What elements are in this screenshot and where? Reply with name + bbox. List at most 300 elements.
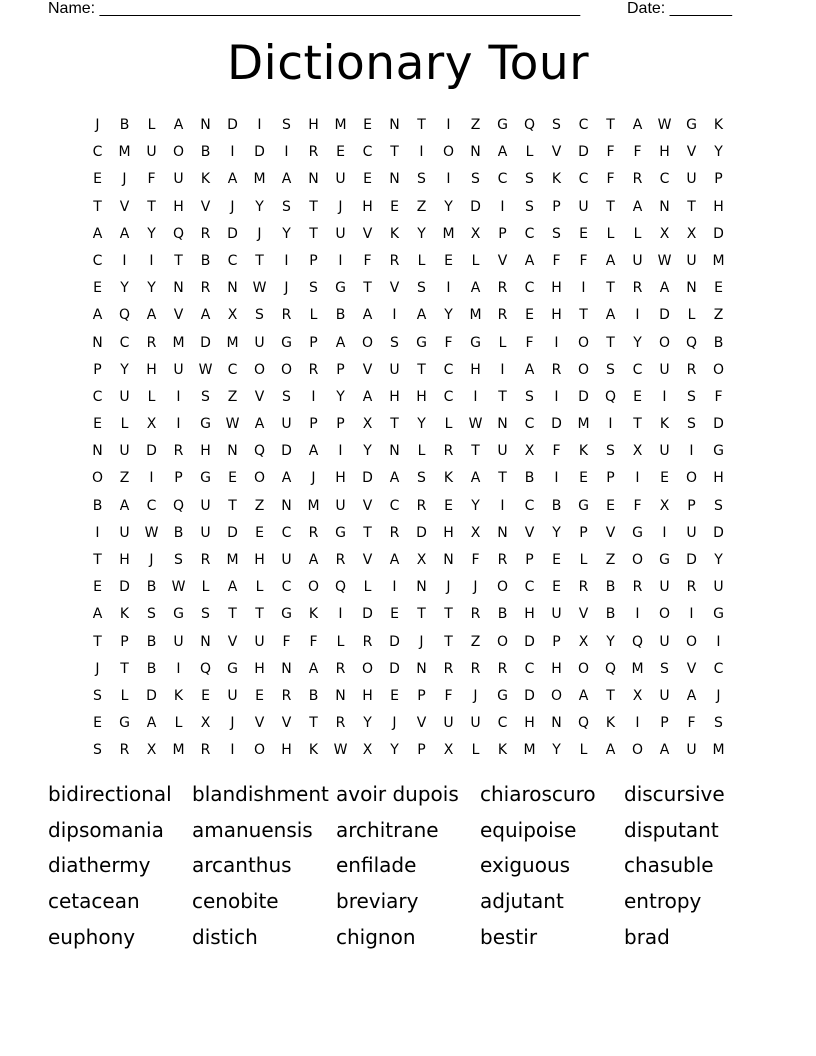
grid-letter: O	[685, 633, 698, 650]
word-list-item: avoir dupois	[336, 782, 459, 806]
grid-letter: Y	[471, 497, 480, 514]
grid-letter: I	[392, 307, 397, 324]
grid-letter: S	[687, 388, 696, 405]
grid-letter: D	[713, 225, 724, 242]
word-list-item: disputant	[624, 817, 719, 842]
grid-letter: L	[579, 742, 588, 759]
grid-letter: R	[578, 579, 589, 596]
grid-letter: U	[173, 633, 184, 650]
grid-letter: K	[308, 742, 319, 759]
grid-row	[84, 221, 732, 248]
word-list-item: amanuensis	[192, 817, 313, 842]
grid-letter: S	[606, 443, 615, 460]
grid-letter: P	[309, 252, 318, 269]
grid-letter: G	[200, 416, 211, 433]
grid-letter: V	[254, 715, 265, 732]
grid-row	[84, 194, 732, 221]
word-list-item: arcanthus	[192, 853, 292, 878]
grid-letter: E	[93, 715, 102, 732]
grid-letter: S	[417, 470, 426, 487]
grid-letter: U	[227, 687, 238, 704]
grid-letter: L	[417, 443, 426, 460]
grid-letter: H	[524, 715, 535, 732]
grid-letter: I	[635, 715, 640, 732]
grid-letter: U	[281, 416, 292, 433]
grid-letter: X	[227, 307, 238, 324]
grid-letter: I	[554, 388, 559, 405]
grid-letter: R	[389, 524, 400, 541]
grid-letter: T	[606, 280, 615, 297]
grid-letter: P	[552, 198, 561, 215]
grid-letter: S	[525, 388, 534, 405]
grid-letter: A	[281, 470, 292, 487]
grid-letter: V	[227, 633, 238, 650]
grid-letter: K	[173, 687, 184, 704]
grid-letter: C	[92, 252, 103, 269]
grid-letter: D	[119, 579, 130, 596]
grid-row	[84, 438, 732, 465]
grid-letter: A	[92, 307, 103, 324]
grid-letter: N	[173, 280, 184, 297]
grid-letter: V	[362, 552, 373, 568]
grid-letter: U	[470, 715, 481, 732]
grid-letter: D	[524, 687, 535, 704]
grid-letter: V	[254, 388, 265, 405]
grid-letter: U	[254, 633, 265, 650]
grid-letter: X	[146, 742, 157, 759]
grid-letter: X	[470, 225, 481, 242]
grid-letter: M	[712, 252, 725, 269]
grid-letter: E	[606, 497, 615, 514]
grid-letter: X	[578, 633, 589, 650]
grid-letter: V	[362, 497, 373, 514]
grid-letter: I	[689, 443, 694, 460]
grid-letter: F	[444, 334, 453, 351]
grid-letter: M	[118, 144, 131, 161]
grid-letter: M	[712, 742, 725, 759]
grid-letter: A	[281, 171, 292, 188]
grid-letter: C	[524, 579, 535, 596]
grid-letter: Y	[633, 334, 642, 351]
grid-letter: B	[335, 307, 346, 324]
grid-letter: H	[362, 198, 373, 215]
grid-letter: L	[444, 416, 453, 433]
grid-letter: A	[632, 117, 643, 133]
grid-letter: S	[255, 307, 264, 324]
grid-row	[84, 275, 732, 302]
grid-letter: A	[605, 252, 616, 269]
grid-row	[84, 710, 732, 737]
grid-letter: N	[389, 171, 400, 188]
grid-letter: E	[552, 552, 561, 568]
grid-letter: G	[713, 443, 724, 460]
grid-letter: S	[282, 198, 291, 215]
grid-letter: J	[419, 633, 424, 650]
grid-letter: G	[335, 524, 346, 541]
grid-letter: S	[201, 606, 210, 623]
grid-letter: H	[659, 144, 670, 161]
grid-letter: E	[552, 579, 561, 596]
grid-letter: U	[200, 524, 211, 541]
grid-letter: S	[714, 715, 723, 732]
grid-letter: E	[228, 470, 237, 487]
grid-letter: S	[525, 171, 534, 188]
grid-letter: L	[498, 334, 507, 351]
grid-letter: N	[335, 687, 346, 704]
grid-letter: O	[577, 361, 590, 378]
grid-letter: D	[578, 388, 589, 405]
grid-letter: R	[686, 361, 697, 378]
grid-letter: Q	[118, 307, 131, 324]
grid-letter: C	[92, 388, 103, 405]
grid-letter: U	[686, 742, 697, 759]
grid-letter: C	[227, 361, 238, 378]
grid-letter: T	[687, 198, 696, 215]
grid-letter: Y	[417, 416, 426, 433]
grid-letter: S	[552, 225, 561, 242]
grid-letter: X	[632, 443, 643, 460]
grid-letter: K	[578, 443, 589, 460]
grid-letter: D	[389, 660, 400, 677]
grid-letter: M	[172, 742, 185, 759]
grid-letter: E	[525, 307, 534, 324]
grid-letter: Q	[523, 117, 536, 133]
grid-letter: J	[446, 579, 451, 596]
grid-letter: E	[93, 171, 102, 188]
grid-letter: V	[362, 361, 373, 378]
grid-row	[84, 302, 732, 329]
grid-letter: B	[200, 144, 211, 161]
grid-letter: A	[524, 361, 535, 378]
grid-letter: O	[685, 470, 698, 487]
grid-letter: O	[577, 660, 590, 677]
grid-letter: R	[200, 280, 211, 297]
grid-row	[84, 248, 732, 275]
grid-letter: A	[470, 280, 481, 297]
grid-letter: D	[578, 144, 589, 161]
grid-letter: N	[416, 579, 427, 596]
grid-letter: M	[577, 416, 590, 433]
word-list-item: exiguous	[480, 853, 571, 878]
word-list-item: euphony	[48, 924, 136, 949]
grid-letter: H	[308, 117, 319, 133]
grid-letter: G	[686, 117, 697, 133]
grid-letter: M	[253, 171, 266, 188]
grid-letter: B	[551, 497, 562, 514]
grid-letter: Q	[172, 497, 185, 514]
grid-letter: H	[281, 742, 292, 759]
grid-letter: I	[662, 524, 667, 541]
grid-letter: Q	[199, 660, 212, 677]
grid-letter: J	[716, 687, 721, 704]
grid-letter: A	[119, 497, 130, 514]
grid-letter: B	[497, 606, 508, 623]
grid-letter: G	[497, 117, 508, 133]
grid-letter: S	[417, 280, 426, 297]
grid-letter: C	[524, 497, 535, 514]
grid-letter: A	[227, 579, 238, 596]
grid-letter: Y	[363, 443, 372, 460]
grid-row	[84, 384, 732, 411]
grid-letter: C	[443, 388, 454, 405]
grid-letter: A	[254, 416, 265, 433]
grid-letter: T	[606, 198, 615, 215]
grid-letter: I	[419, 144, 424, 161]
grid-letter: M	[631, 660, 644, 677]
grid-letter: S	[147, 606, 156, 623]
grid-letter: V	[281, 715, 292, 732]
grid-row	[84, 330, 732, 357]
grid-letter: T	[444, 606, 453, 623]
grid-letter: E	[579, 470, 588, 487]
grid-letter: R	[416, 497, 427, 514]
grid-letter: R	[281, 687, 292, 704]
grid-letter: I	[392, 579, 397, 596]
grid-letter: W	[171, 579, 186, 596]
grid-letter: O	[361, 660, 374, 677]
grid-letter: H	[470, 361, 481, 378]
grid-letter: W	[468, 416, 483, 433]
grid-letter: Y	[390, 742, 399, 759]
grid-letter: T	[606, 117, 615, 133]
grid-letter: R	[470, 660, 481, 677]
grid-letter: R	[497, 660, 508, 677]
grid-letter: G	[416, 334, 427, 351]
grid-letter: M	[334, 117, 347, 133]
grid-letter: E	[390, 198, 399, 215]
grid-letter: X	[470, 524, 481, 541]
grid-letter: T	[228, 606, 237, 623]
grid-letter: P	[309, 334, 318, 351]
grid-letter: C	[578, 117, 589, 133]
grid-letter: Z	[416, 198, 427, 215]
grid-letter: T	[417, 361, 426, 378]
grid-letter: P	[714, 171, 723, 188]
grid-letter: I	[230, 144, 235, 161]
grid-letter: C	[524, 280, 535, 297]
grid-letter: I	[500, 361, 505, 378]
grid-letter: A	[119, 225, 130, 242]
grid-letter: A	[173, 117, 184, 133]
grid-letter: I	[338, 443, 343, 460]
grid-letter: D	[227, 117, 238, 133]
grid-letter: T	[444, 633, 453, 650]
grid-letter: U	[254, 334, 265, 351]
grid-letter: G	[281, 334, 292, 351]
grid-letter: T	[228, 497, 237, 514]
grid-letter: S	[390, 334, 399, 351]
word-list-item: distich	[192, 924, 258, 949]
grid-letter: C	[524, 660, 535, 677]
grid-letter: A	[605, 307, 616, 324]
grid-letter: V	[173, 307, 184, 324]
grid-letter: U	[686, 252, 697, 269]
grid-letter: I	[716, 633, 721, 650]
grid-letter: X	[362, 416, 373, 433]
grid-letter: Y	[444, 307, 453, 324]
grid-letter: Y	[552, 524, 561, 541]
grid-letter: M	[226, 334, 239, 351]
grid-letter: O	[631, 552, 644, 568]
grid-letter: Q	[334, 579, 347, 596]
grid-letter: D	[416, 524, 427, 541]
grid-letter: L	[606, 225, 615, 242]
grid-letter: L	[633, 225, 642, 242]
grid-letter: U	[335, 171, 346, 188]
grid-letter: G	[281, 606, 292, 623]
grid-letter: X	[659, 497, 670, 514]
grid-letter: G	[497, 687, 508, 704]
grid-letter: I	[338, 606, 343, 623]
grid-letter: D	[389, 633, 400, 650]
grid-letter: I	[338, 252, 343, 269]
grid-letter: T	[390, 416, 399, 433]
grid-letter: S	[93, 687, 102, 704]
grid-letter: T	[390, 144, 399, 161]
grid-letter: R	[308, 144, 319, 161]
grid-letter: P	[417, 687, 426, 704]
grid-letter: H	[416, 388, 427, 405]
grid-letter: B	[146, 579, 157, 596]
grid-letter: S	[309, 280, 318, 297]
grid-letter: Y	[363, 715, 372, 732]
grid-letter: F	[282, 633, 291, 650]
grid-letter: S	[687, 416, 696, 433]
grid-letter: C	[632, 361, 643, 378]
grid-letter: A	[308, 443, 319, 460]
grid-letter: S	[660, 660, 669, 677]
date-field-label: Date: _______	[627, 0, 732, 17]
grid-letter: O	[91, 470, 104, 487]
grid-letter: N	[308, 171, 319, 188]
grid-letter: A	[362, 388, 373, 405]
grid-letter: M	[469, 307, 482, 324]
grid-letter: U	[659, 443, 670, 460]
grid-letter: C	[659, 171, 670, 188]
grid-letter: O	[577, 334, 590, 351]
grid-letter: K	[308, 606, 319, 623]
grid-letter: T	[93, 633, 102, 650]
grid-letter: K	[659, 416, 670, 433]
grid-letter: L	[120, 687, 129, 704]
grid-letter: S	[606, 361, 615, 378]
grid-letter: R	[470, 606, 481, 623]
grid-letter: J	[473, 687, 478, 704]
word-list-item: enfilade	[336, 853, 417, 878]
grid-letter: I	[284, 252, 289, 269]
word-list-item: entropy	[624, 889, 702, 914]
word-list-item: bestir	[480, 924, 538, 949]
grid-letter: T	[417, 117, 426, 133]
grid-letter: D	[254, 144, 265, 161]
grid-letter: A	[389, 470, 400, 487]
grid-letter: A	[632, 198, 643, 215]
grid-letter: C	[578, 171, 589, 188]
grid-letter: R	[200, 552, 211, 568]
grid-letter: H	[713, 198, 724, 215]
grid-letter: N	[200, 117, 211, 133]
grid-letter: J	[122, 171, 127, 188]
grid-letter: I	[446, 171, 451, 188]
grid-letter: A	[227, 171, 238, 188]
grid-letter: I	[122, 252, 127, 269]
grid-letter: I	[446, 280, 451, 297]
grid-letter: V	[605, 524, 616, 541]
grid-letter: Y	[714, 144, 723, 161]
word-list-item: chignon	[336, 924, 416, 949]
grid-letter: N	[659, 198, 670, 215]
grid-letter: L	[687, 307, 696, 324]
grid-letter: R	[443, 443, 454, 460]
grid-letter: L	[579, 552, 588, 568]
grid-letter: I	[176, 660, 181, 677]
grid-letter: W	[144, 524, 159, 541]
grid-letter: G	[659, 552, 670, 568]
word-list-item: dipsomania	[48, 817, 164, 842]
grid-letter: V	[686, 144, 697, 161]
grid-letter: R	[632, 579, 643, 596]
grid-letter: B	[119, 117, 130, 133]
grid-letter: P	[336, 361, 345, 378]
page-title: Dictionary Tour	[226, 36, 590, 91]
grid-letter: S	[417, 171, 426, 188]
grid-letter: S	[552, 117, 561, 133]
grid-letter: F	[714, 388, 723, 405]
grid-letter: R	[335, 552, 346, 568]
grid-letter: A	[362, 307, 373, 324]
grid-letter: Q	[577, 715, 590, 732]
grid-letter: H	[254, 660, 265, 677]
grid-letter: D	[362, 470, 373, 487]
grid-letter: N	[686, 280, 697, 297]
grid-letter: H	[524, 606, 535, 623]
grid-letter: D	[146, 687, 157, 704]
grid-letter: I	[635, 470, 640, 487]
grid-letter: R	[632, 280, 643, 297]
grid-letter: A	[659, 280, 670, 297]
grid-letter: V	[686, 660, 697, 677]
grid-letter: J	[338, 198, 343, 215]
grid-letter: F	[606, 171, 615, 188]
grid-letter: Y	[552, 742, 561, 759]
grid-letter: I	[635, 307, 640, 324]
grid-letter: M	[523, 742, 536, 759]
grid-letter: L	[174, 715, 183, 732]
grid-letter: I	[176, 416, 181, 433]
grid-letter: M	[307, 497, 320, 514]
grid-letter: T	[174, 252, 183, 269]
grid-letter: Y	[120, 361, 129, 378]
grid-letter: R	[551, 361, 562, 378]
grid-letter: F	[525, 334, 534, 351]
grid-letter: N	[389, 117, 400, 133]
word-list-item: adjutant	[480, 889, 564, 914]
grid-letter: Z	[470, 117, 481, 133]
grid-letter: Y	[417, 225, 426, 242]
grid-letter: L	[525, 144, 534, 161]
grid-letter: X	[416, 552, 427, 568]
grid-letter: V	[524, 524, 535, 541]
grid-letter: T	[147, 198, 156, 215]
grid-letter: J	[149, 552, 154, 568]
grid-letter: R	[335, 660, 346, 677]
word-list-item: diathermy	[48, 853, 151, 878]
grid-letter: C	[92, 144, 103, 161]
grid-letter: X	[632, 687, 643, 704]
grid-row	[84, 601, 732, 628]
word-list-item: architrane	[336, 817, 439, 842]
grid-letter: U	[119, 388, 130, 405]
